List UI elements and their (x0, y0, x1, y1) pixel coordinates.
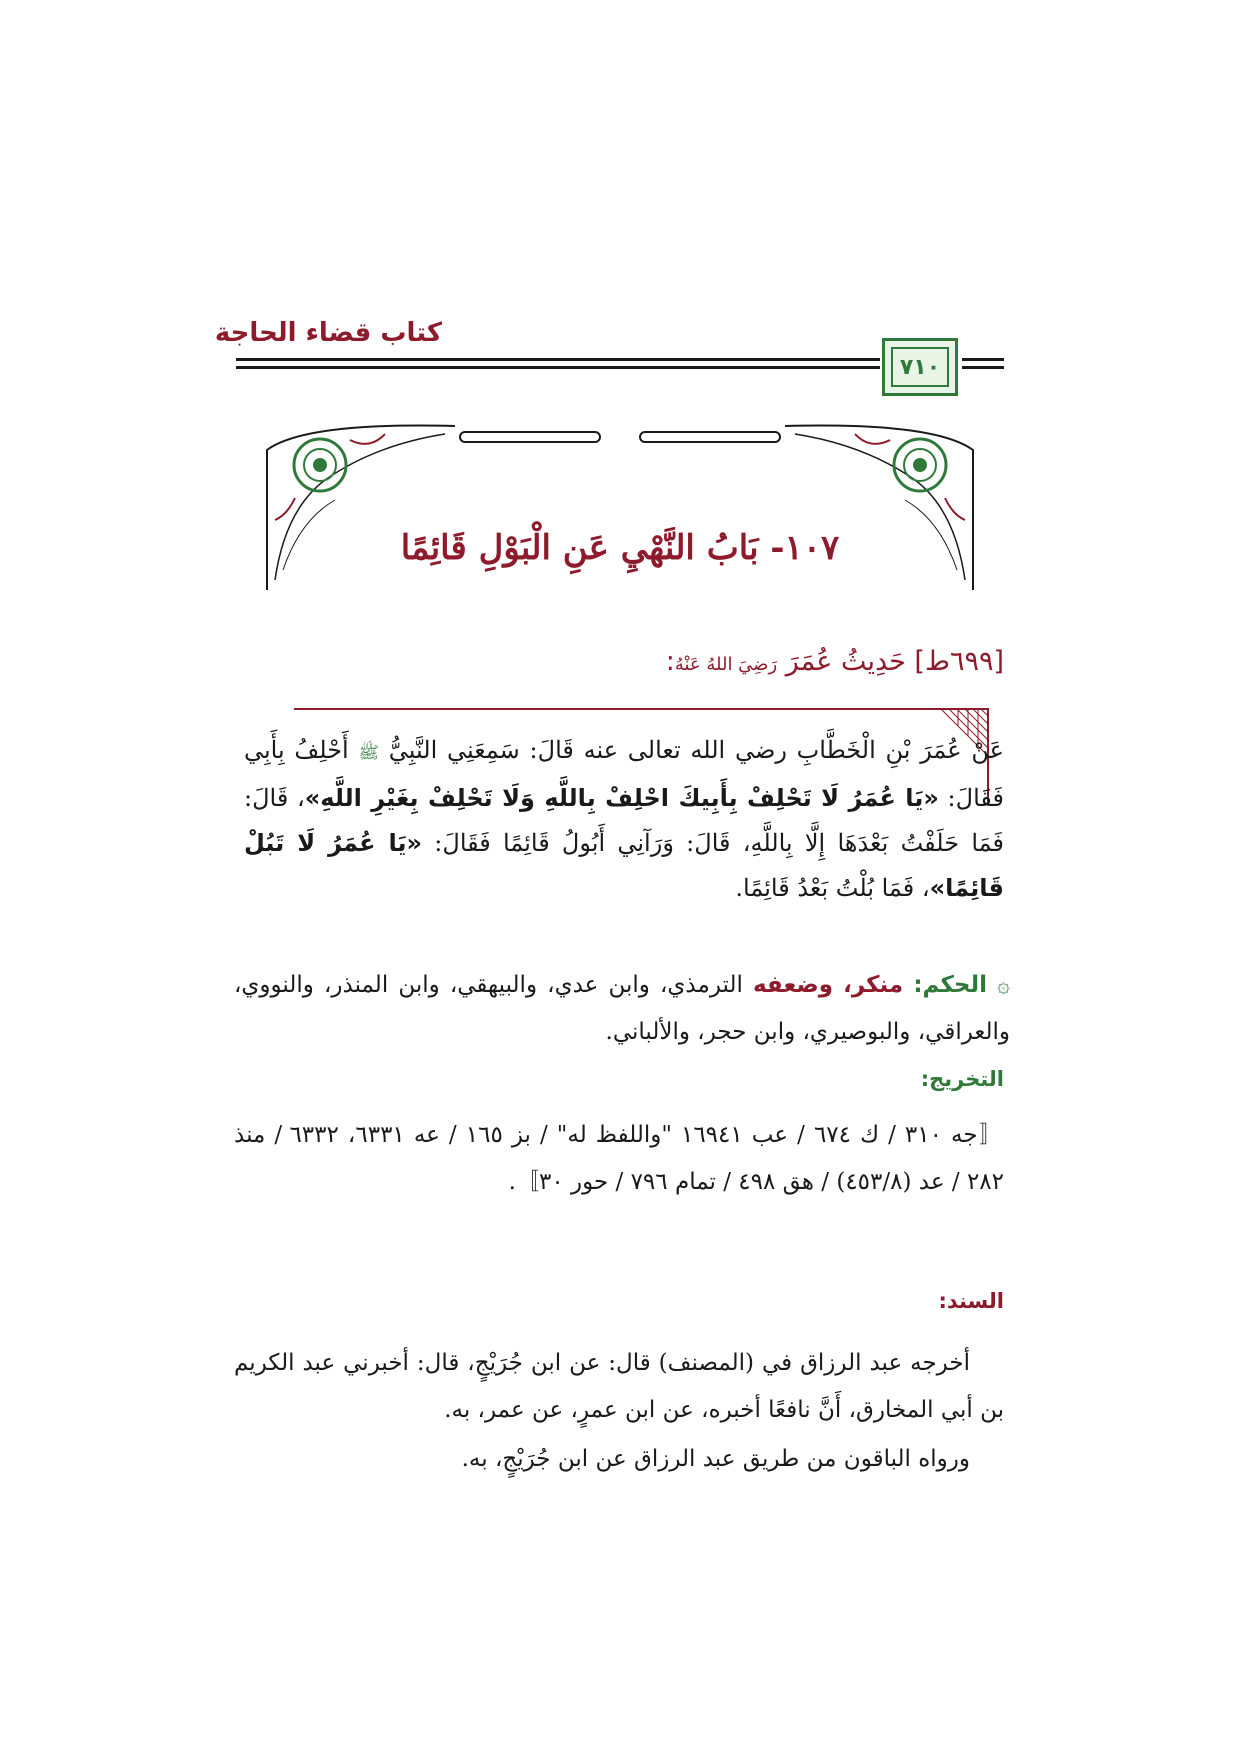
hadith-part-4: ، فَمَا بُلْتُ بَعْدُ قَائِمًا. (735, 874, 930, 902)
takhrij-text: 〚جه ٣١٠ / ك ٦٧٤ / عب ١٦٩٤١ "واللفظ له" / بز ١٦٥ / عه ٦٣٣١، ٦٣٣٢ / منذ ٢٨٢ / عد (٤٥٣/٨) / هق ٤٩٨ / تمام ٧٩٦ / حور ٣٠〛. (234, 1122, 1005, 1195)
weakened-label: وضعفه (752, 972, 833, 998)
hadith-text (244, 728, 1004, 911)
hadith-reference-text: [٦٩٩ط] حَدِيثُ عُمَرَ (785, 646, 1004, 677)
page-number: ٧١٠ (891, 347, 949, 387)
hukm-paragraph (234, 962, 1010, 1056)
page-number-badge (882, 338, 958, 396)
flower-icon: ۞ (997, 973, 1011, 998)
salawat-honorific: ﷺ (358, 743, 380, 763)
header-rule-right-bottom (962, 366, 1004, 369)
chapter-title: ١٠٧- بَابُ النَّهْيِ عَنِ الْبَوْلِ قَائِمًا (400, 528, 840, 568)
header-rule-left-top (236, 358, 880, 361)
prophet-quote-2: «يَا عُمَرُ لَا تَبُلْ قَائِمًا» (244, 829, 1004, 902)
hadith-part-1: عَنْ عُمَرَ بْنِ الْخَطَّابِ رضي الله تعالى عنه قَالَ: سَمِعَنِي النَّبِيُّ (388, 736, 1004, 764)
hukm-value: منكر، (843, 972, 904, 998)
hukm-label: الحكم: (913, 972, 988, 998)
hadith-part-3: ، قَالَ: فَمَا حَلَفْتُ بَعْدَهَا إِلَّا بِاللَّهِ، قَالَ: وَرَآنِي أَبُولُ قَائِمًا فَقَالَ: (244, 784, 1004, 857)
hukm-text: الترمذي، وابن عدي، والبيهقي، وابن المنذر، والنووي، والعراقي، والبوصيري، وابن حجر، والألباني. (234, 972, 1010, 1045)
sanad-paragraph-1: أخرجه عبد الرزاق في (المصنف) قال: عن ابن جُرَيْجٍ، قال: أخبرني عبد الكريم بن أبي المخارق، أَنَّ نافعًا أخبره، عن ابن عمرٍ، عن عمر، به. (234, 1350, 1004, 1423)
takhrij-heading: التخريج: (920, 1067, 1004, 1091)
radi-allah-anhu-honorific: رَضِيَ اللهُ عَنْهُ (674, 654, 778, 675)
hadith-part-2: أَحْلِفُ بِأَبِي فَقَالَ: (244, 736, 1004, 812)
hadith-reference: [٦٩٩ط] حَدِيثُ عُمَرَ رَضِيَ اللهُ عَنْهُ: (665, 646, 1004, 677)
header-rule-right-top (962, 358, 1004, 361)
book-title: كتاب قضاء الحاجة (214, 318, 442, 348)
header-rule-left-bottom (236, 366, 880, 369)
hadith-box-top-rule (294, 708, 989, 710)
sanad-heading: السند: (938, 1289, 1004, 1313)
prophet-quote-1: «يَا عُمَرُ لَا تَحْلِفْ بِأَبِيكَ احْلِفْ بِاللَّهِ وَلَا تَحْلِفْ بِغَيْرِ اللَّهِ» (304, 784, 939, 812)
sanad-paragraph-2: ورواه الباقون من طريق عبد الرزاق عن ابن جُرَيْجٍ، به. (461, 1446, 970, 1472)
